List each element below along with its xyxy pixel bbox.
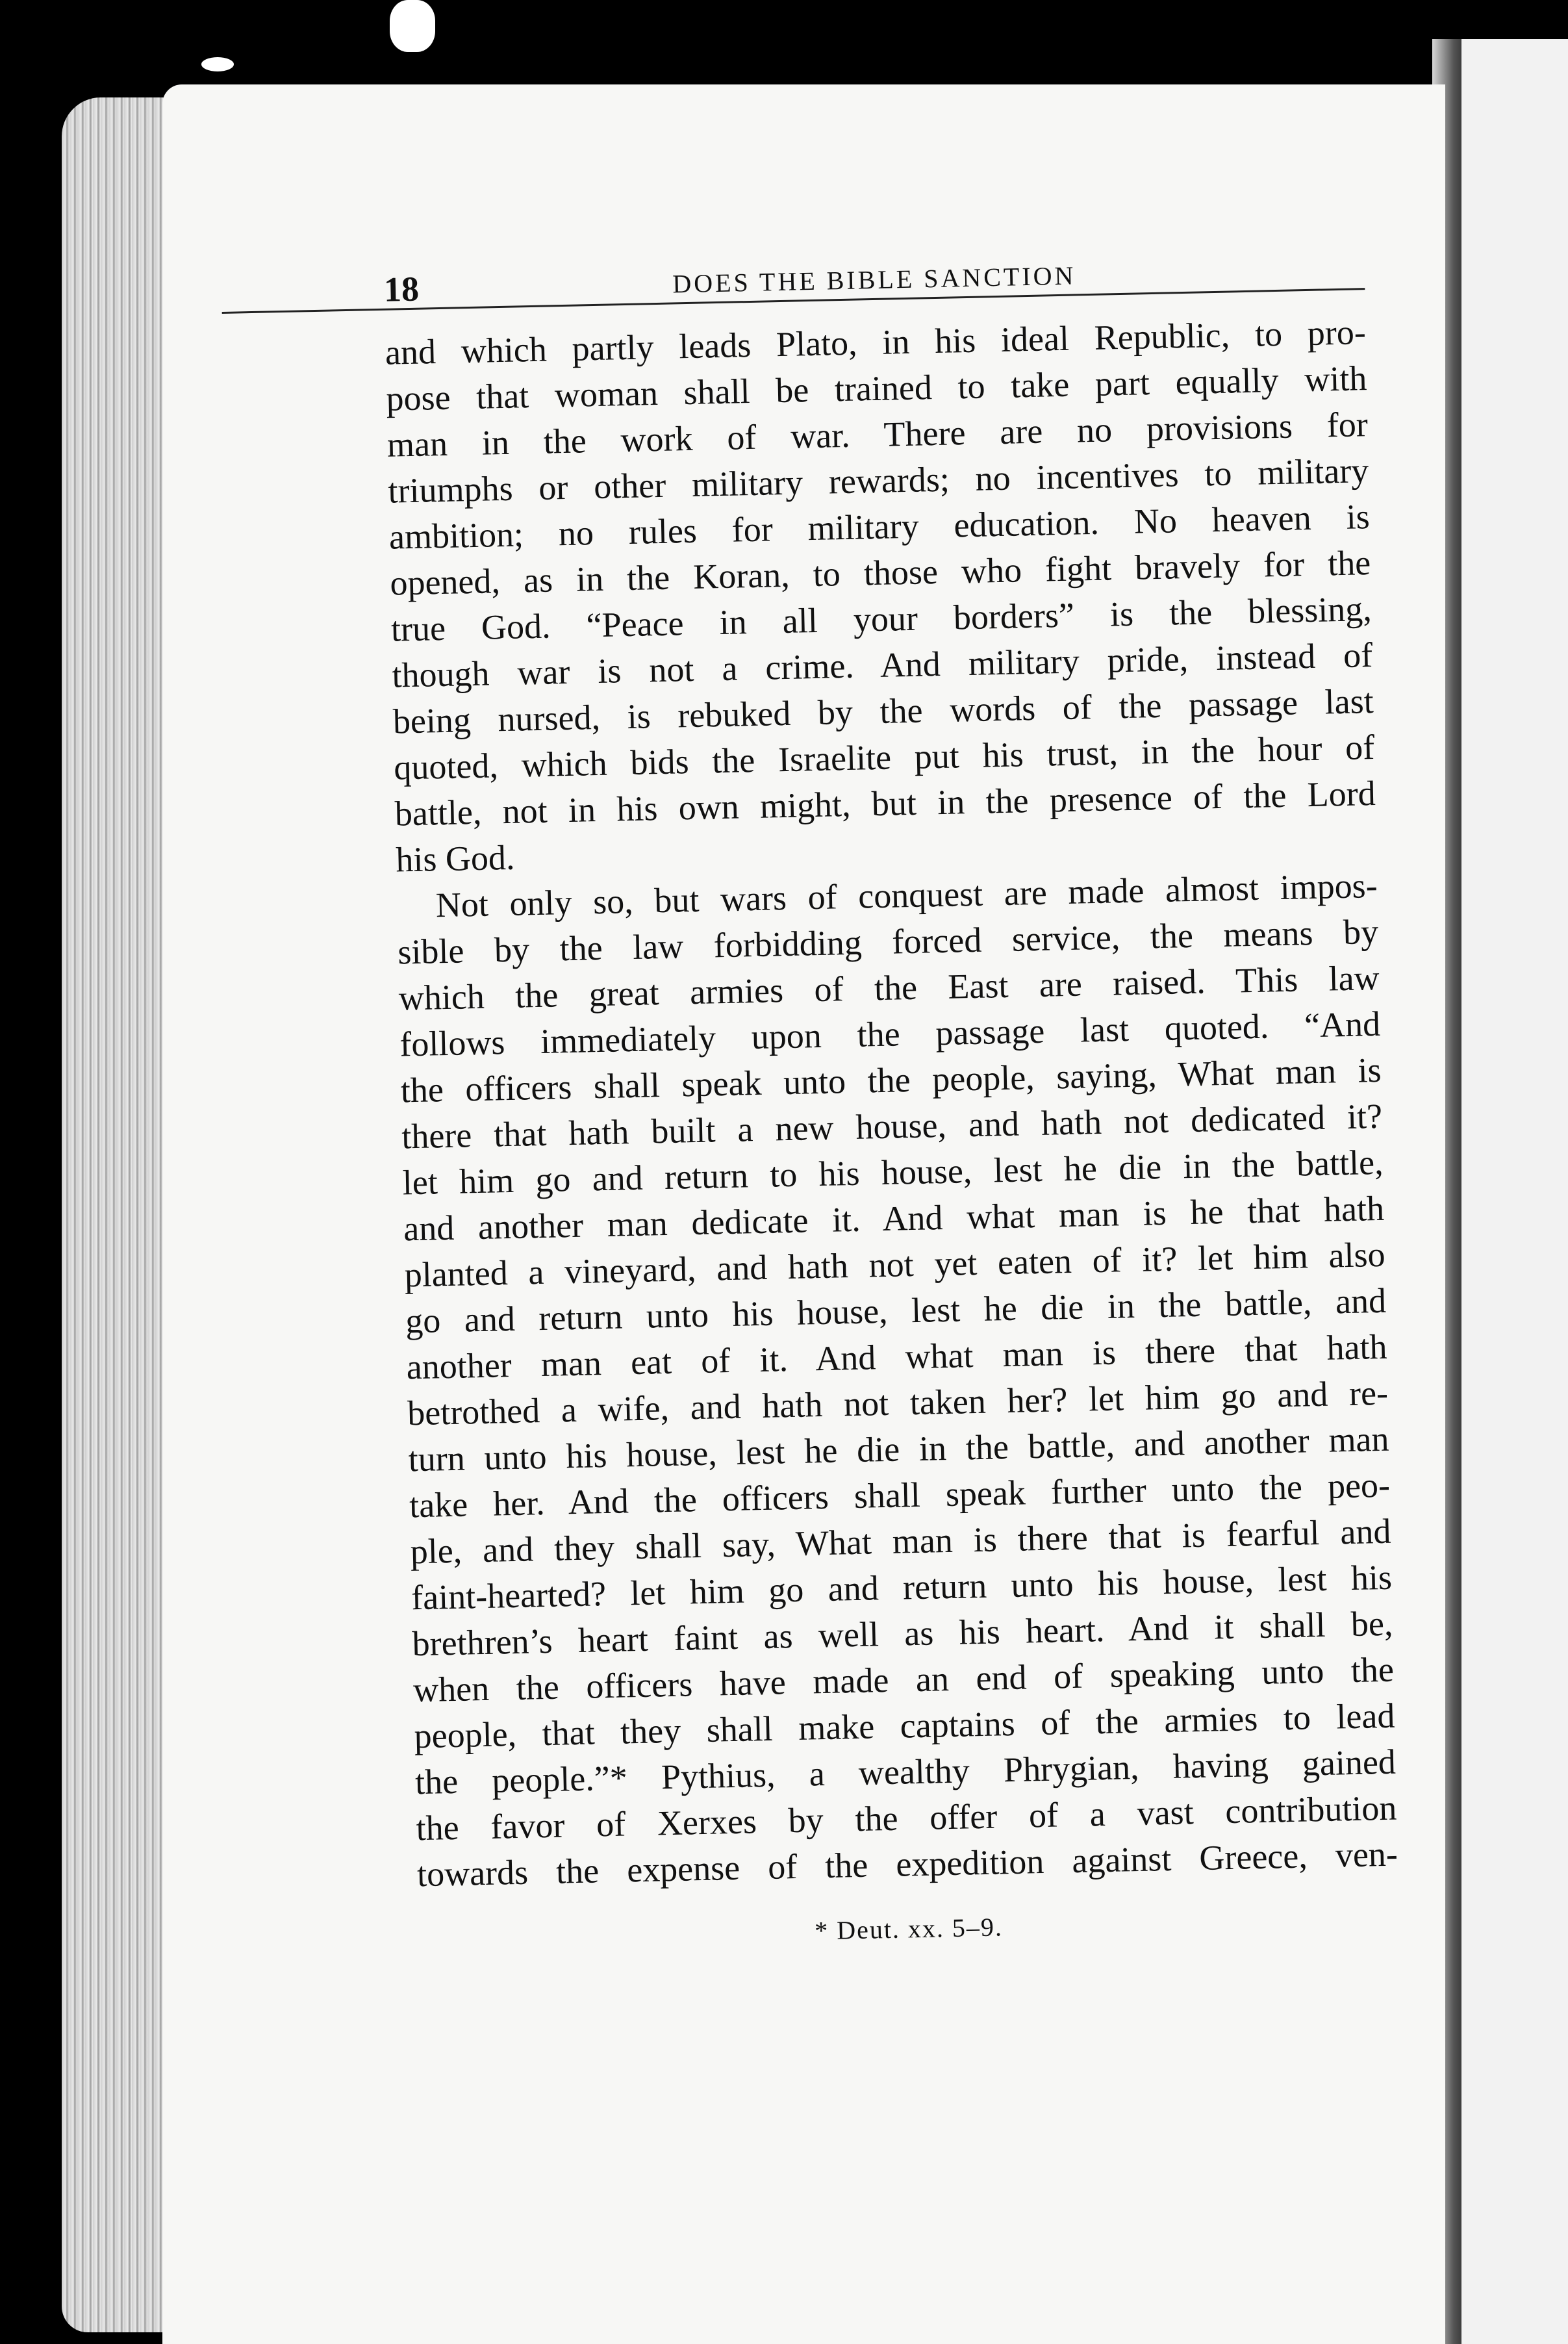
text-line: his God.: [395, 837, 516, 880]
paper-fleck: [390, 0, 435, 52]
text-line: true God. “Peace in all your borders” is the blessing,: [390, 589, 1372, 649]
text-line: the people.”* Pythius, a wealthy Phrygian, having gained: [414, 1742, 1397, 1802]
text-line: being nursed, is rebuked by the words of the passage last: [392, 681, 1374, 741]
text-line: though war is not a crime. And military pride, instead of: [391, 635, 1373, 695]
text-line: let him go and return to his house, lest he die in the battle,: [402, 1142, 1384, 1203]
text-line: and another man dedicate it. And what man is he that hath: [403, 1188, 1385, 1249]
page-content: [221, 236, 1399, 1957]
text-line: ambition; no rules for military education. No heaven is: [388, 497, 1371, 557]
text-line: go and return unto his house, lest he die in the battle, and: [405, 1280, 1387, 1341]
text-line: ple, and they shall say, What man is there that is fearful and: [410, 1511, 1392, 1572]
text-line: quoted, which bids the Israelite put his trust, in the hour of: [393, 727, 1375, 787]
text-line: man in the work of war. There are no provisions for: [386, 405, 1369, 465]
text-line: the favor of Xerxes by the offer of a vast contribution: [415, 1788, 1397, 1848]
page-number: 18: [383, 269, 420, 309]
text-line: another man eat of it. And what man is there that hath: [406, 1327, 1388, 1387]
text-line: the officers shall speak unto the people, saying, What man is: [400, 1050, 1382, 1110]
text-line: battle, not in his own might, but in the presence of the Lord: [394, 773, 1376, 834]
text-line: and which partly leads Plato, in his ideal Republic, to pro-: [385, 312, 1367, 372]
text-line: opened, as in the Koran, to those who fight bravely for the: [389, 543, 1371, 603]
text-line: sible by the law forbidding forced service, the means by: [397, 911, 1379, 972]
running-title: DOES THE BIBLE SANCTION: [672, 261, 1076, 299]
text-line: triumphs or other military rewards; no incentives to military: [387, 451, 1369, 511]
facing-page: [1461, 39, 1568, 2344]
text-line: planted a vineyard, and hath not yet eaten of it? let him also: [404, 1234, 1386, 1295]
text-line: turn unto his house, lest he die in the battle, and another man: [408, 1419, 1390, 1479]
text-line: there that hath built a new house, and hath not dedicated it?: [401, 1096, 1383, 1156]
text-line: towards the expense of the expedition against Greece, ven-: [416, 1834, 1398, 1894]
text-line: people, that they shall make captains of the armies to lead: [414, 1696, 1395, 1756]
text-line: take her. And the officers shall speak further unto the peo-: [409, 1465, 1391, 1525]
text-line: pose that woman shall be trained to take part equally with: [385, 359, 1367, 418]
text-line: when the officers have made an end of speaking unto the: [412, 1650, 1395, 1710]
text-line: follows immediately upon the passage last quoted. “And: [399, 1004, 1381, 1064]
text-line: faint-hearted? let him go and return unto his house, lest his: [411, 1557, 1393, 1618]
paper-fleck: [201, 57, 234, 71]
text-line: Not only so, but wars of conquest are made almost impos-: [435, 865, 1378, 925]
body-text: [222, 309, 1398, 1901]
text-line: which the great armies of the East are raised. This law: [398, 958, 1380, 1018]
text-line: betrothed a wife, and hath not taken her? let him go and re-: [407, 1373, 1389, 1433]
text-line: brethren’s heart faint as well as his heart. And it shall be,: [412, 1603, 1393, 1664]
footnote: * Deut. xx. 5–9.: [814, 1912, 1004, 1946]
